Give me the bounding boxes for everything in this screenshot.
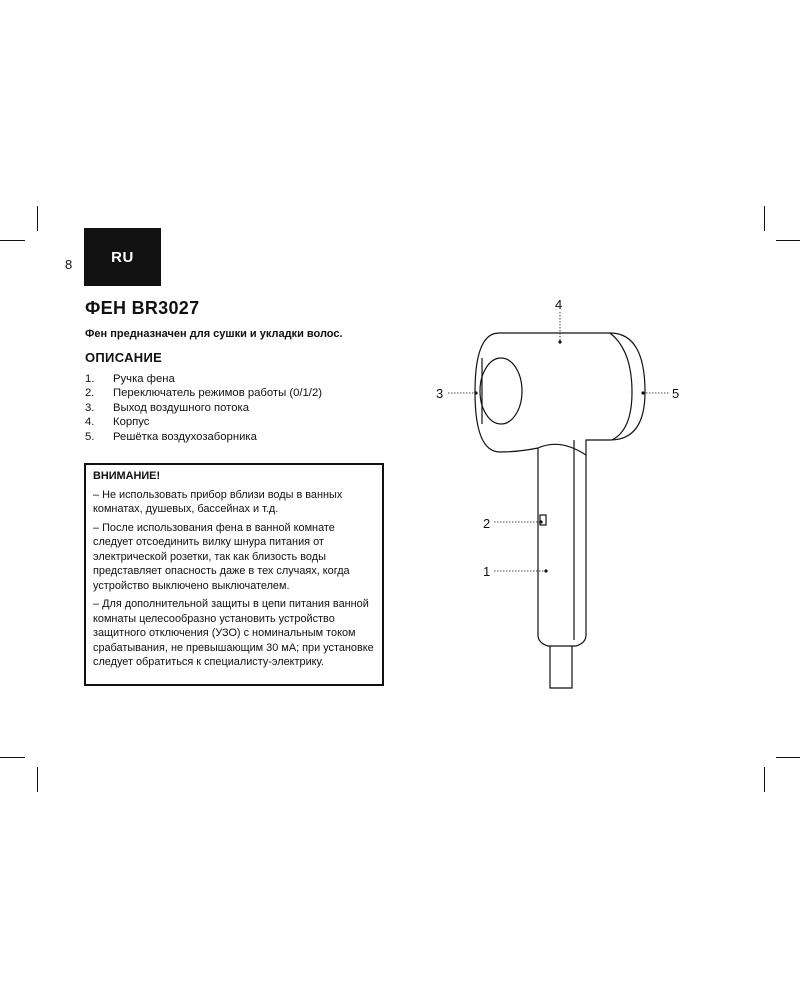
item-number: 2. [85,387,95,400]
hair-dryer-outline [475,333,645,688]
warning-box [84,463,384,686]
item-label: Корпус [113,416,150,429]
callout-dot [544,569,547,572]
warning-title: ВНИМАНИЕ! [93,470,161,482]
item-number: 5. [85,430,95,443]
callout-dot [641,391,644,394]
crop-mark-bottom-right-h [776,757,800,758]
crop-mark-bottom-left-h [0,757,25,758]
callout-3: 3 [436,386,444,401]
callout-dot [474,391,477,394]
cord-sleeve [550,646,572,688]
list-item [85,415,322,429]
crop-mark-top-left-h [0,240,25,241]
crop-mark-bottom-left-v [37,767,38,792]
crop-mark-top-left-v [37,206,38,231]
callout-5: 5 [672,386,680,401]
callout-dot [558,340,561,343]
page-subtitle: Фен предназначен для сушки и укладки волос. [85,328,343,340]
item-label: Переключатель режимов работы (0/1/2) [113,387,322,400]
callout-2: 2 [483,516,491,531]
crop-mark-top-right-h [776,240,800,241]
page-title: ФЕН BR3027 [85,298,200,318]
air-outlet [480,358,522,424]
callout-leaders [448,312,670,571]
dryer-handle [538,448,586,646]
item-label: Выход воздушного потока [113,401,249,414]
list-item [85,372,322,386]
hair-dryer-diagram [420,290,690,700]
item-label: Решётка воздухозаборника [113,430,257,443]
crop-mark-bottom-right-v [764,767,765,792]
item-number: 3. [85,401,95,414]
language-label: RU [111,248,134,266]
callout-dots [474,340,644,572]
item-number: 4. [85,416,95,429]
warning-paragraph: – После использования фена в ванной комнате следует отсоединить вилку шнура питания от электрической розетки, так как близость воды представляет опасность даже в тех случаях, когда устройство выключено выключателем. [93,521,350,592]
crop-mark-top-right-v [764,206,765,231]
language-tab [84,228,161,286]
callout-4: 4 [555,297,563,312]
callout-dot [539,520,542,523]
callout-1: 1 [483,564,491,579]
description-heading: ОПИСАНИЕ [85,350,163,365]
description-list [85,372,322,444]
list-item [85,386,322,400]
page-number: 8 [65,257,73,272]
warning-paragraph: – Для дополнительной защиты в цепи питания ванной комнаты целесообразно установить устройство защитного отключения (УЗО) с номинальным током срабатывания, не превышающим 30 мА; при установке следует обратиться к специалисту-электрику. [93,598,374,668]
list-item [85,430,322,444]
item-number: 1. [85,373,95,385]
dryer-rear-ring [610,333,632,440]
warning-paragraph: – Не использовать прибор вблизи воды в ванных комнатах, душевых, бассейнах и т.д. [93,488,343,515]
item-label: Ручка фена [113,373,175,385]
list-item [85,401,322,415]
dryer-body [475,333,645,455]
